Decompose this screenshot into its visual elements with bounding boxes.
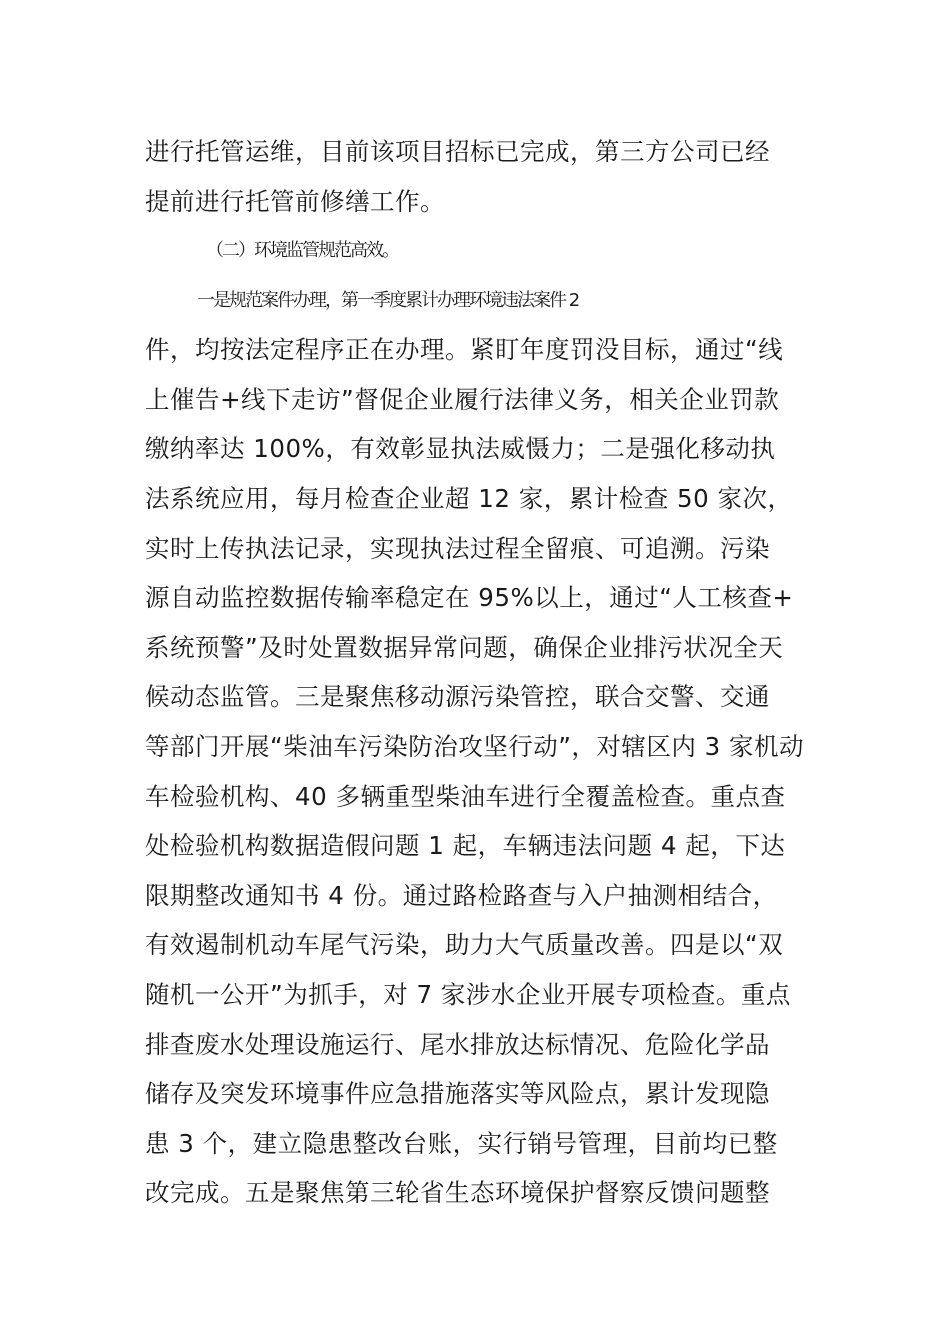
text-line: 限期整改通知书 4 份。通过路检路查与入户抽测相结合， — [145, 881, 778, 910]
text-line: 候动态监管。三是聚焦移动源污染管控，联合交警、交通 — [145, 682, 770, 711]
text-line: 改完成。五是聚焦第三轮省生态环境保护督察反馈问题整 — [145, 1178, 770, 1207]
text-line: 排查废水处理设施运行、尾水排放达标情况、危险化学品 — [145, 1030, 770, 1059]
text-line: 上催告+线下走访”督促企业履行法律义务，相关企业罚款 — [145, 385, 780, 414]
text-line: 系统预警”及时处置数据异常问题，确保企业排污状况全天 — [145, 633, 784, 662]
text-line: 随机一公开”为抓手，对 7 家涉水企业开展专项检查。重点 — [145, 980, 791, 1009]
section-heading: （二）环境监管规范高效。 — [206, 240, 398, 261]
text-line: 有效遏制机动车尾气污染，助力大气质量改善。四是以“双 — [145, 930, 784, 959]
text-line: 等部门开展“柴油车污染防治攻坚行动”，对辖区内 3 家机动 — [145, 732, 805, 761]
text-line: 缴纳率达 100%，有效彰显执法威慑力；二是强化移动执 — [145, 434, 776, 463]
text-line: 患 3 个，建立隐患整改台账，实行销号管理，目前均已整 — [145, 1129, 778, 1158]
text-line: 车检验机构、40 多辆重型柴油车进行全覆盖检查。重点查 — [145, 782, 786, 811]
text-line: 进行托管运维，目前该项目招标已完成，第三方公司已经 — [145, 137, 770, 166]
text-line: 实时上传执法记录，实现执法过程全留痕、可追溯。污染 — [145, 534, 770, 563]
text-line: 储存及突发环境事件应急措施落实等风险点，累计发现隐 — [145, 1079, 770, 1108]
text-line: 处检验机构数据造假问题 1 起，车辆违法问题 4 起，下达 — [145, 831, 786, 860]
text-line: 提前进行托管前修缮工作。 — [145, 187, 445, 216]
text-line: 法系统应用，每月检查企业超 12 家，累计检查 50 家次， — [145, 484, 793, 513]
text-line: 件，均按法定程序正在办理。紧盯年度罚没目标，通过“线 — [145, 335, 784, 364]
text-line: 源自动监控数据传输率稳定在 95%以上，通过“人工核查+ — [145, 583, 794, 612]
text-line: 一是规范案件办理，第一季度累计办理环境违法案件 2 — [197, 290, 579, 311]
